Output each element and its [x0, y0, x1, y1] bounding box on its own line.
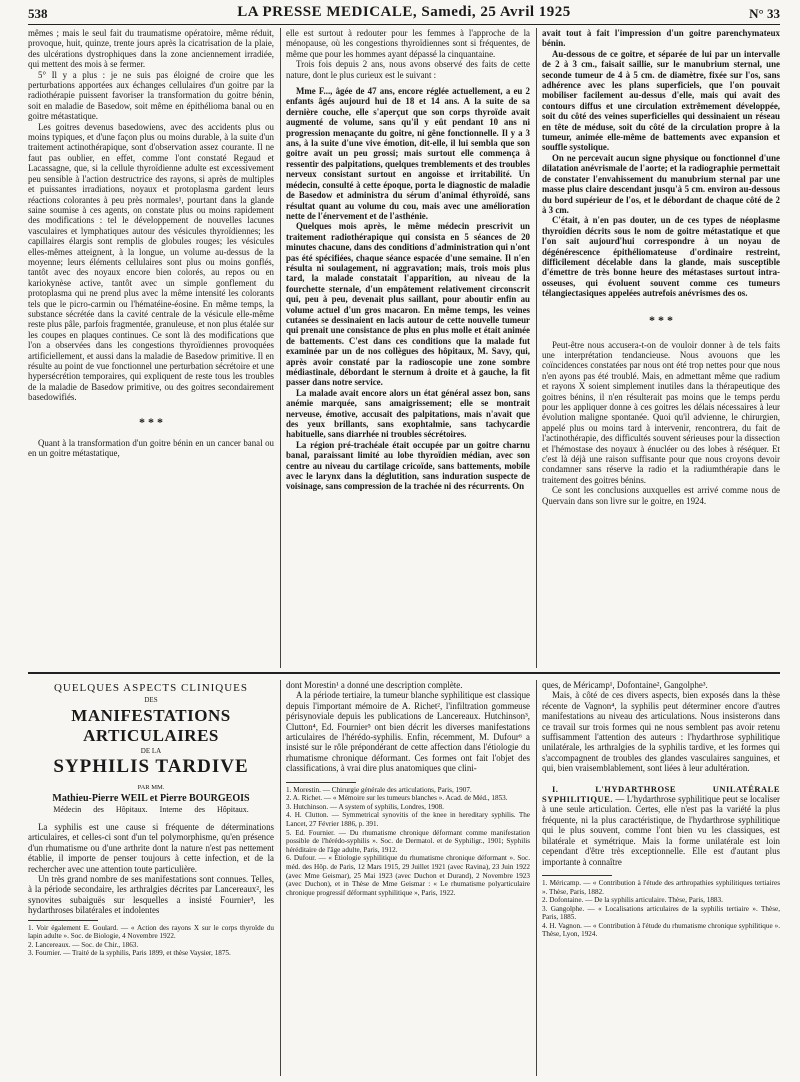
issue-number: N° 33: [749, 6, 780, 21]
article-title-2: SYPHILIS TARDIVE: [53, 756, 249, 777]
section-heading-paragraph: [542, 784, 780, 867]
paragraph: Au-dessous de ce goitre, et séparée de lui par un intervalle de 2 à 3 cm., faisait saillie, sur le manubrium sternal, une seconde tumeur de 4 à 5 cm. de diamètre, fixée sur l'os, sans adhérence avec les plans superficiels, que l'on pouvait mobiliser facilement au-dessus d'elle, mais qui avait des contours diffus et une circulation extrêmement développée, soit du côté des veines superficielles qui dessinaient un réseau en tête de méduse, soit du côté de la circulation propre à la tumeur, animée elle-même de battements avec expansion et souffle systolique.: [542, 48, 780, 153]
footnotes: [542, 879, 780, 939]
footnote-rule: [28, 920, 98, 921]
paragraph: Les goitres devenus basedowiens, avec des accidents plus ou moins typiques, et d'une façon plus ou moins durable, à la suite d'un traitement actinothérapique, sont d'observation assez courante. Il ne faut pas oublier, en effet, comme l'ont constaté Regaud et Lacassagne, que, si la cellule thyroïdienne adulte est excessivement peu sensible à l'action destructrice des rayons, si après de multiples et puissantes irradiations, noyaux et protoplasma gardent leurs réactions colorantes à peu près normales¹, pourtant dans la glande saine soumise à ces agents, on constate plus ou moins rapidement des modifications : tel le développement de nouvelles lacunes vasculaires et lymphatiques autour des vésicules thyroïdiennes; les capillaires élargis sont remplis de globules rouges; les vésicules elles-mêmes atteignent, à la longue, un volume au-dessus de la moyenne; leurs éléments cellulaires sont plus ou moins gonflés, tantôt avec des noyaux encore bien colorés, au repos ou en kariokynèse active, tantôt avec un simple gonflement du protoplasma qui ne prend plus avec la même intensité les colorants tels que le picro-carmin ou l'hématéine-éosine. En même temps, la substance sécrétée dans la cavité centrale de la vésicule elle-même reste plus pâle, parfois fragmentée, granuleuse, et non plus étalée sur les coupes en plaques continues. Ce sont là des modifications que l'on a observées dans les congestions thyroïdiennes provoquées artificiellement, et aussi dans la maladie de Basedow primitive. Il en résulte au point de vue fonctionnel une perturbation sécrétoire et une hypersécrétion temporaires, qui expliquent de reste tous les troubles de la maladie de Basedow primitive, ou des goitres secondairement basedowifiés.: [28, 121, 274, 403]
footnote: 5. Ed. Fournier. — Du rhumatisme chronique déformant comme manifestation possible de l'hérédo-syphilis ». Soc. de Dermatol. et de Syphiligr., 1901; Syphilis héréditaire de l'âge adulte, Paris, 1912.: [286, 828, 530, 854]
footnote: 1. Voir également E. Goulard. — « Action des rayons X sur le corps thyroïde du lapin adulte ». Soc. de Biologie, 4 Novembre 1922.: [28, 923, 274, 941]
paragraph: 5° Il y a plus : je ne suis pas éloigné de croire que les perturbations apportées aux échanges cellulaires d'un goitre par la radiothérapie puissent favoriser la transformation du goitre bénin, soit en maladie de Basedow, soit même en épithélioma banal ou en goitre métastatique.: [28, 69, 274, 122]
paragraph: dont Morestin¹ a donné une description complète.: [286, 680, 463, 690]
paragraph: Peut-être nous accusera-t-on de vouloir donner à de tels faits une interprétation tendancieuse. Nous avouons que les coïncidences constatées par nous ont été trop nettes pour que nous n'en ayons pas été troublé. Mais, en admettant même que radium et rayons X soient simplement inutiles dans la thérapeutique des goitres bénins, il n'en résulterait pas moins que le temps perdu pour les appliquer donne à ces goitres les délais nécessaires à leur évolution maligne spontanée. Quoi qu'il advienne, le chirurgien, appelé plus ou moins tard à intervenir, rencontrera, du fait de l'actinothérapie, des difficultés souvent sérieuses pour la dissection et l'hémostase des noyaux à énucléer ou des lobes à réséquer. Et c'est là déjà une raison suffisante pour que nous croyons devoir condamner sans réserve la radio et la radiumthérapie dans le traitement des goitres bénins.: [542, 339, 780, 485]
section-title: I. L'HYDARTHROSE UNILATÉRALE SYPHILITIQUE.: [542, 783, 780, 805]
footnote: 2. Lancereaux. — Soc. de Chir., 1863.: [28, 940, 139, 949]
article-column-1: [28, 680, 274, 1076]
paragraph: mêmes ; mais le seul fait du traumatisme opératoire, même réduit, provoque, huit, quinze, trente jours après la cicatrisation de la plaie, des ulcérations dystrophiques dans la zone anciennement irradiée, qui mettent des mois à se fermer.: [28, 28, 274, 70]
footnote-rule: [286, 782, 356, 783]
paragraph: C'était, à n'en pas douter, un de ces types de néoplasme thyroïdien décrits sous le nom de goitre métastatique et que l'on sait aujourd'hui correspondre à un noyau de dégénérescence épithéliomateuse d'ordinaire restreint, difficilement décelable dans la glande, mais susceptible d'émettre de très bonne heure des métastases surtout intra-osseuses, qui évoluent souvent comme ces tumeurs télangiectasiques appelées autrefois anévrismes des os.: [542, 215, 780, 299]
header-rule: [28, 24, 780, 25]
article-title: MANIFESTATIONS ARTICULAIRES: [71, 706, 231, 745]
article-authors: Mathieu-Pierre WEIL et Pierre BOURGEOIS: [52, 793, 250, 804]
footnote: 3. Gangolphe. — « Localisations articulaires de la syphilis tertiaire ». Thèse, Paris, 1885.: [542, 904, 780, 922]
footnotes: [28, 924, 274, 958]
paragraph: Quelques mois après, le même médecin prescrivit un traitement radiothérapique qui consista en 5 séances de 20 minutes chacune, dans des conditions d'administration qui n'ont pas été spécifiées, chaque séance espacée d'une semaine. Il n'en résulta ni soulagement, ni aggravation; mais, trois mois plus tard, la malade constatait l'apparition, au niveau de la fourchette sternale, d'un empâtement relativement circonscrit qui, peu à peu, devenait plus saillant, pour aboutir enfin au volume actuel d'un gros macaron. En même temps, les veines cutanées se dessinaient en lacis autour de cette nouvelle tumeur qui prenait une consistance de plus en plus molle et était animée de battements. C'est dans ces conditions que la malade fut examinée par un de nos collègues des hôpitaux, M. Savy, qui, après avoir constaté par la radioscopie une zone sombre médiastinale, débordant le sternum à droite et à gauche, la fit passer dans notre service.: [286, 221, 530, 388]
footnote: 4. H. Vagnon. — « Contribution à l'étude du rhumatisme chronique syphilitique ». Thèse, Lyon, 1924.: [542, 921, 780, 939]
paragraph: Quant à la transformation d'un goitre bénin en un cancer banal ou en un goitre métastatique,: [28, 437, 274, 459]
paragraph: Mais, à côté de ces divers aspects, bien exposés dans la thèse récente de Vagnon⁴, la syphilis peut déterminer encore d'autres manifestations au niveau des articulations. Nous insisterons dans ce travail sur trois formes qui ne nous semblent pas avoir retenu suffisamment l'attention des auteurs : l'hydarthrose syphilitique unilatérale, les arthralgies de la syphilis tardive, et les formes qui s'accompagnent de troubles des glandes vasculaires sanguines, et qui, bien vraisemblablement, sont liées à leur adultération.: [542, 690, 780, 774]
paragraph: avait tout à fait l'impression d'un goitre parenchymateux bénin.: [542, 28, 780, 49]
footnote-rule: [542, 875, 612, 876]
footnotes: [286, 786, 530, 898]
section-divider: [28, 672, 780, 674]
article-des: DES: [144, 696, 158, 704]
article-heading: [28, 682, 274, 814]
top-column-2: [286, 28, 530, 668]
column-divider: [280, 28, 281, 668]
article-roles: Médecin des Hôpitaux. Interne des Hôpitaux.: [53, 805, 249, 814]
article-kicker: QUELQUES ASPECTS CLINIQUES: [53, 682, 249, 694]
paragraph: On ne percevait aucun signe physique ou fonctionnel d'une dilatation anévrismale de l'aorte; et la radiographie permettait de constater l'envahissement du manubrium sternal par une masse plus claire descendant jusqu'à 5 cm. environ au-dessous du bord supérieur de l'os, et le débordant de chaque côté de 2 à 3 cm.: [542, 152, 780, 215]
footnote: 2. Dofontaine. — De la syphilis articulaire. Thèse, Paris, 1883.: [542, 896, 723, 905]
footnote: 6. Dufour. — « Étiologie syphilitique du rhumatisme chronique déformant ». Soc. méd. des Hôp. de Paris, 12 Mars 1915, 29 Juillet 1921 (avec Ravina), 23 Juin 1922 (avec Mme Geismar), 25 Mai 1923 (avec Duchon et Durand), 2 Novembre 1923 (avec Duchon), et in Thèse de Mme Geismar : « Le rhumatisme polyarticulaire chronique progressif déformant syphilitique », Paris, 1922.: [286, 854, 530, 897]
paragraph: ques, de Méricamp¹, Dofontaine², Gangolphe³.: [542, 680, 708, 690]
paragraph: Un très grand nombre de ses manifestations sont connues. Telles, à la période secondaire, les arthralgies décrites par Lancereaux², les synovites subaiguës sur lesquelles a insisté Fournier³, les hydarthroses bilatérales et indolentes: [28, 874, 274, 916]
column-divider: [536, 680, 537, 1076]
paragraph: Trois fois depuis 2 ans, nous avons observé des faits de cette nature, dont le plus curieux est le suivant :: [286, 59, 530, 80]
journal-title: LA PRESSE MEDICALE, Samedi, 25 Avril 1925: [237, 4, 571, 20]
paragraph: A la période tertiaire, la tumeur blanche syphilitique est classique depuis l'important mémoire de A. Richet², l'infiltration gommeuse périsynoviale depuis les publications de Lancereaux. Hutchinson³, Clutton⁴, Ed. Fournier⁵ ont bien décrit les diverses manifestations articulaires de l'hérédo-syphilis. Enfin, récemment, M. Dufour⁶ a insisté sur le rôle prépondérant de cette affection dans l'étiologie du rhumatisme chronique déformant. Ces formes ont fait l'objet des classifications, à vrai dire plus anatomiques que clini-: [286, 690, 530, 774]
footnote: 3. Hutchinson. — A system of syphilis, Londres, 1908.: [286, 802, 444, 811]
top-column-1: [28, 28, 274, 668]
article-par: PAR MM.: [137, 784, 165, 791]
case-report: [286, 86, 530, 492]
paragraph: La syphilis est une cause si fréquente de déterminations articulaires, et celles-ci sont d'un tel polymorphisme, qu'en présence d'un rhumatisme ou d'une arthrite dont la nature n'est pas nettement établie, il importe de penser toujours à cette infection, et de la rechercher avec une attention toute particulière.: [28, 822, 274, 874]
asterism: * * *: [139, 414, 163, 429]
paragraph: Ce sont les conclusions auxquelles est arrivé comme nous de Quervain dans son livre sur le goitre, en 1924.: [542, 485, 780, 506]
footnote: 1. Morestin. — Chirurgie générale des articulations, Paris, 1907.: [286, 785, 472, 794]
paragraph: La malade avait encore alors un état général assez bon, sans anémie marquée, sans amaigrissement; elle se montrait nerveuse, émotive, accusait des palpitations, mais n'avait que des yeux brillants, sans exophtalmie, sans tachycardie habituelle, sans diarrhée ni troubles sécrétoires.: [286, 387, 530, 440]
page-number: 538: [28, 6, 48, 21]
footnote: 2. A. Richet. — « Mémoire sur les tumeurs blanches ». Acad. de Méd., 1853.: [286, 794, 508, 803]
footnote: 1. Méricamp. — « Contribution à l'étude des arthropathies syphilitiques tertiaires ». Thèse, Paris, 1882.: [542, 878, 780, 896]
column-divider: [536, 28, 537, 668]
case-report-continued: [542, 28, 780, 299]
paragraph: La région pré-trachéale était occupée par un goitre charnu banal, paraissant limité au lobe thyroïdien médian, avec son centre au niveau du cartilage cricoïde, sans battements, mobile avec le larynx dans la déglutition, sans induration suspecte de voisinage, sans compression de la trachée ni des récurrents. On: [286, 439, 530, 492]
column-divider: [280, 680, 281, 1076]
paragraph: Mme F..., âgée de 47 ans, encore réglée actuellement, a eu 2 enfants âgés aujourd hui de 18 et 14 ans. A la suite de sa dernière couche, elle s'aperçut que son corps thyroïde avait augmenté de volume, sans qu'il y eût pendant 10 ans ni progression menaçante du goitre, ni gêne fonctionnelle. Il y a 3 ans, à la suite d'une vive émotion, dit-elle, il lui sembla que son goitre avait un peu grossi; mais surtout elle commença à ressentir des palpitations, quelques tremblements et des troubles nerveux consistant surtout en angoisse et irritabilité. Un médecin, consulté à cette époque, porta le diagnostic de maladie de Basedow et administra du sérum d'animal éthyroïdé, sans résultat quant au volume du cou, mais avec une amélioration nette de l'énervement et de l'asthénie.: [286, 86, 530, 221]
asterism: * * *: [649, 312, 673, 327]
footnote: 4. H. Clutton. — Symmetrical synovitis of the knee in hereditary syphilis. The Lancet, 27 Février 1886, p. 391.: [286, 811, 530, 829]
top-column-3: [542, 28, 780, 668]
section-body: — L'hydarthrose syphilitique peut se localiser à une seule articulation. Certes, elle n'est pas la variété la plus fréquente, ni la plus caractéristique, de l'hydarthrose syphilitique qui le plus souvent, comme l'ont bien vu les classiques, est bilatérale et symétrique. Mais la forme unilatérale est loin cependant d'être très exceptionnelle. Elle est d'autant plus importante à connaître: [542, 794, 780, 867]
article-column-3: [542, 680, 780, 1076]
article-column-2: [286, 680, 530, 1076]
article-de-la: DE LA: [140, 747, 162, 755]
page-header: [28, 0, 780, 22]
footnote: 3. Fournier. — Traité de la syphilis, Paris 1899, et thèse Vaysier, 1875.: [28, 949, 231, 958]
paragraph: elle est surtout à redouter pour les femmes à l'approche de la ménopause, où les congestions thyroïdiennes sont si fréquentes, de même que pour les hommes ayant dépassé la cinquantaine.: [286, 28, 530, 59]
